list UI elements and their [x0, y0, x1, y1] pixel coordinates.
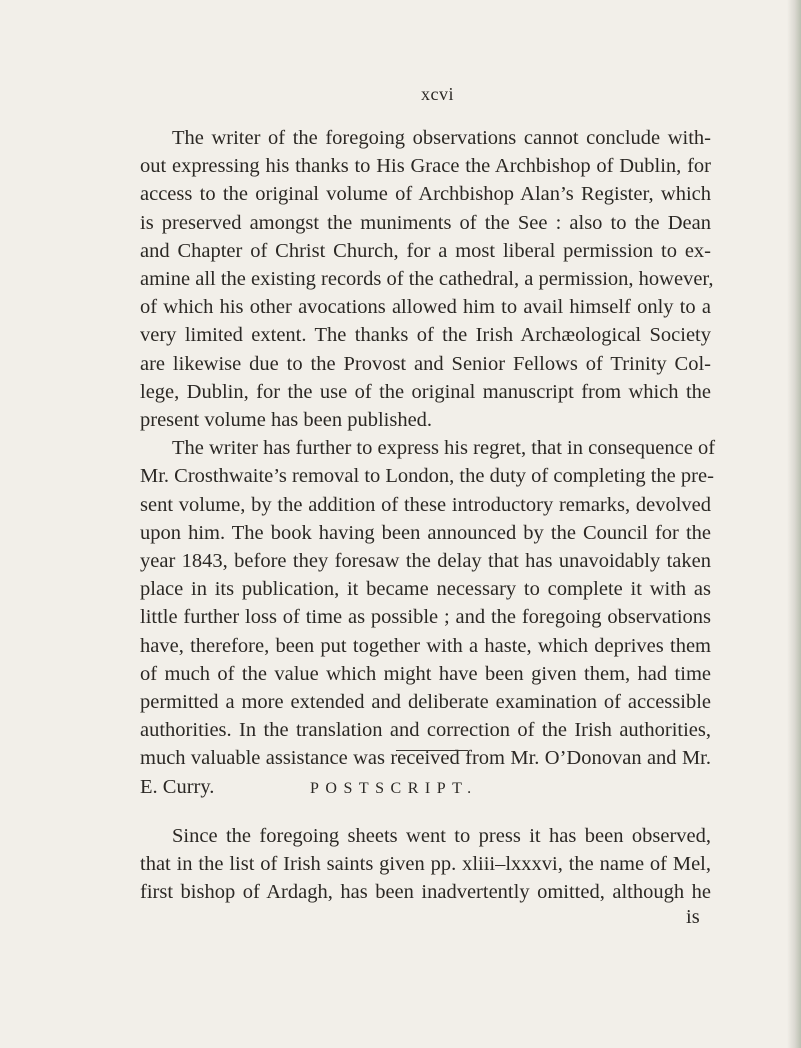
page-edge-shadow	[787, 0, 801, 1048]
body-line: amine all the existing records of the cathedral, a permission, however,	[140, 268, 714, 291]
body-line: permitted a more extended and deliberate examination of accessible	[140, 691, 711, 714]
body-line: is preserved amongst the muniments of the See : also to the Dean	[140, 211, 711, 234]
body-line: upon him. The book having been announced by the Council for the	[140, 521, 711, 544]
body-line: out expressing his thanks to His Grace the Archbishop of Dublin, for	[140, 155, 711, 178]
body-line: place in its publication, it became necessary to complete it with as	[140, 578, 711, 601]
postscript-heading: POSTSCRIPT.	[310, 780, 478, 797]
body-line: lege, Dublin, for the use of the original manuscript from which the	[140, 380, 711, 403]
body-line: year 1843, before they foresaw the delay that has unavoidably taken	[140, 550, 711, 573]
body-line: of which his other avocations allowed him to avail himself only to a	[140, 296, 711, 319]
postscript-line: Since the foregoing sheets went to press it has been observed,	[172, 825, 711, 847]
body-line: of much of the value which might have been given them, had time	[140, 662, 711, 685]
body-line: have, therefore, been put together with a haste, which deprives them	[140, 634, 711, 657]
body-line: access to the original volume of Archbishop Alan’s Register, which	[140, 183, 711, 206]
body-line: present volume has been published.	[140, 409, 433, 432]
body-line: little further loss of time as possible ; and the foregoing observations	[140, 606, 711, 629]
body-line: are likewise due to the Provost and Senior Fellows of Trinity Col-	[140, 352, 711, 375]
postscript-text	[140, 822, 711, 907]
body-line: very limited extent. The thanks of the Irish Archæological Society	[140, 324, 711, 347]
body-line: Mr. Crosthwaite’s removal to London, the duty of completing the pre-	[140, 465, 714, 488]
body-line: sent volume, by the addition of these introductory remarks, devolved	[140, 493, 711, 516]
body-line: much valuable assistance was received from Mr. O’Donovan and Mr.	[140, 747, 711, 770]
section-divider	[396, 750, 468, 751]
body-line: E. Curry.	[140, 775, 215, 798]
postscript-line: first bishop of Ardagh, has been inadvertently omitted, although he	[140, 881, 711, 904]
page-number: xcvi	[421, 84, 454, 104]
postscript-line: that in the list of Irish saints given pp. xliii–lxxxvi, the name of Mel,	[140, 853, 711, 876]
catchword: is	[686, 906, 700, 928]
body-line: The writer of the foregoing observations cannot conclude with-	[172, 127, 711, 149]
body-line: authorities. In the translation and correction of the Irish authorities,	[140, 719, 711, 742]
body-line: and Chapter of Christ Church, for a most liberal permission to ex-	[140, 239, 711, 262]
body-text	[140, 124, 716, 801]
body-line: The writer has further to express his regret, that in consequence of	[172, 437, 716, 460]
